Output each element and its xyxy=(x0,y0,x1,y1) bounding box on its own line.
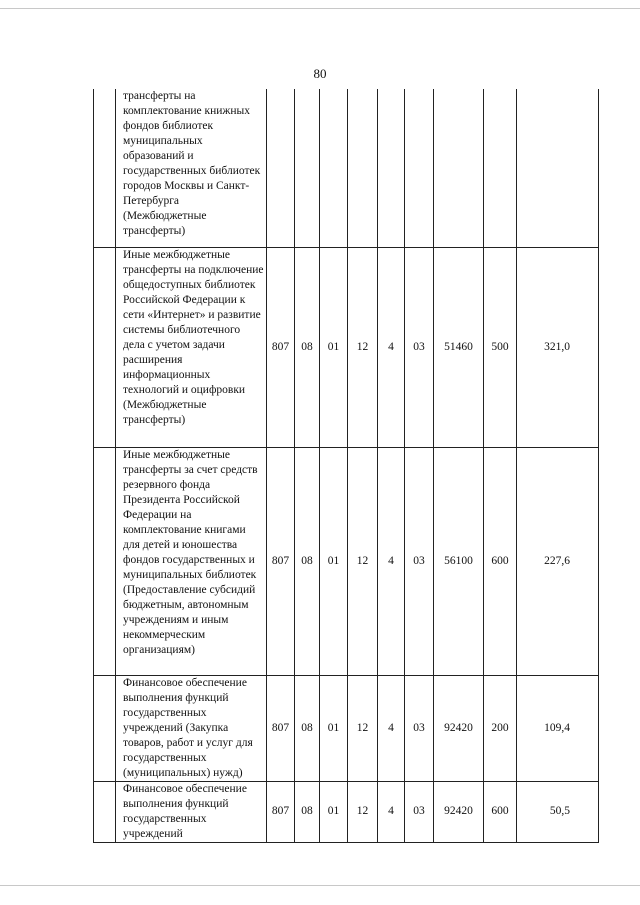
expense-type-cell: 600 xyxy=(484,781,517,842)
budget-table xyxy=(93,89,599,843)
subsection-code-cell xyxy=(320,89,348,247)
table-row xyxy=(94,447,599,675)
amount-cell: 50,5 xyxy=(517,781,599,842)
subsection-code-cell: 01 xyxy=(320,781,348,842)
program-code-cell: 12 xyxy=(348,247,378,447)
section-code-cell: 08 xyxy=(295,781,320,842)
section-code-cell: 08 xyxy=(295,247,320,447)
subprogram-code-cell: 4 xyxy=(378,781,405,842)
subprogram-code-cell: 4 xyxy=(378,447,405,675)
main-event-code-cell: 03 xyxy=(405,781,434,842)
scan-artifact xyxy=(0,885,640,886)
main-event-code-cell xyxy=(405,89,434,247)
table-row xyxy=(94,675,599,781)
direction-code-cell: 56100 xyxy=(434,447,484,675)
description-cell: Иные межбюджетные трансферты за счет средств резервного фонда Президента Российской Федерации на комплектование книгами для детей и юношества фондов государственных и муниципальных библиотек (Предоставление субсидий бюджетным, автономным учреждениям и иным некоммерческим организациям) xyxy=(116,447,267,675)
subsection-code-cell: 01 xyxy=(320,247,348,447)
main-event-code-cell: 03 xyxy=(405,675,434,781)
row-index-cell xyxy=(94,247,116,447)
expense-type-cell: 200 xyxy=(484,675,517,781)
expense-type-cell xyxy=(484,89,517,247)
table-row xyxy=(94,781,599,842)
ministry-code-cell: 807 xyxy=(267,247,295,447)
direction-code-cell xyxy=(434,89,484,247)
expense-type-cell: 500 xyxy=(484,247,517,447)
amount-cell xyxy=(517,89,599,247)
description-cell: Иные межбюджетные трансферты на подключение общедоступных библиотек Российской Федерации к сети «Интернет» и развитие системы библиотечного дела с учетом задачи расширения информационных технологий и оцифровки (Межбюджетные трансферты) xyxy=(116,247,267,447)
expense-type-cell: 600 xyxy=(484,447,517,675)
program-code-cell: 12 xyxy=(348,675,378,781)
page-number: 80 xyxy=(313,66,327,81)
subprogram-code-cell: 4 xyxy=(378,675,405,781)
table-row xyxy=(94,247,599,447)
amount-cell: 321,0 xyxy=(517,247,599,447)
amount-cell: 227,6 xyxy=(517,447,599,675)
table-row xyxy=(94,89,599,247)
direction-code-cell: 92420 xyxy=(434,781,484,842)
row-index-cell xyxy=(94,89,116,247)
row-index-cell xyxy=(94,781,116,842)
ministry-code-cell: 807 xyxy=(267,675,295,781)
ministry-code-cell: 807 xyxy=(267,781,295,842)
program-code-cell: 12 xyxy=(348,447,378,675)
description-cell: Финансовое обеспечение выполнения функций государственных учреждений (Закупка товаров, работ и услуг для государственных (муниципальных) нужд) xyxy=(116,675,267,781)
direction-code-cell: 92420 xyxy=(434,675,484,781)
ministry-code-cell: 807 xyxy=(267,447,295,675)
description-cell: трансферты на комплектование книжных фондов библиотек муниципальных образований и государственных библиотек городов Москвы и Санкт-Петербурга (Межбюджетные трансферты) xyxy=(116,89,267,247)
subprogram-code-cell xyxy=(378,89,405,247)
program-code-cell xyxy=(348,89,378,247)
section-code-cell: 08 xyxy=(295,447,320,675)
row-index-cell xyxy=(94,675,116,781)
subprogram-code-cell: 4 xyxy=(378,247,405,447)
main-event-code-cell: 03 xyxy=(405,447,434,675)
ministry-code-cell xyxy=(267,89,295,247)
direction-code-cell: 51460 xyxy=(434,247,484,447)
program-code-cell: 12 xyxy=(348,781,378,842)
subsection-code-cell: 01 xyxy=(320,675,348,781)
description-cell: Финансовое обеспечение выполнения функций государственных учреждений xyxy=(116,781,267,842)
main-event-code-cell: 03 xyxy=(405,247,434,447)
scan-artifact xyxy=(0,8,640,9)
section-code-cell: 08 xyxy=(295,675,320,781)
section-code-cell xyxy=(295,89,320,247)
row-index-cell xyxy=(94,447,116,675)
amount-cell: 109,4 xyxy=(517,675,599,781)
subsection-code-cell: 01 xyxy=(320,447,348,675)
